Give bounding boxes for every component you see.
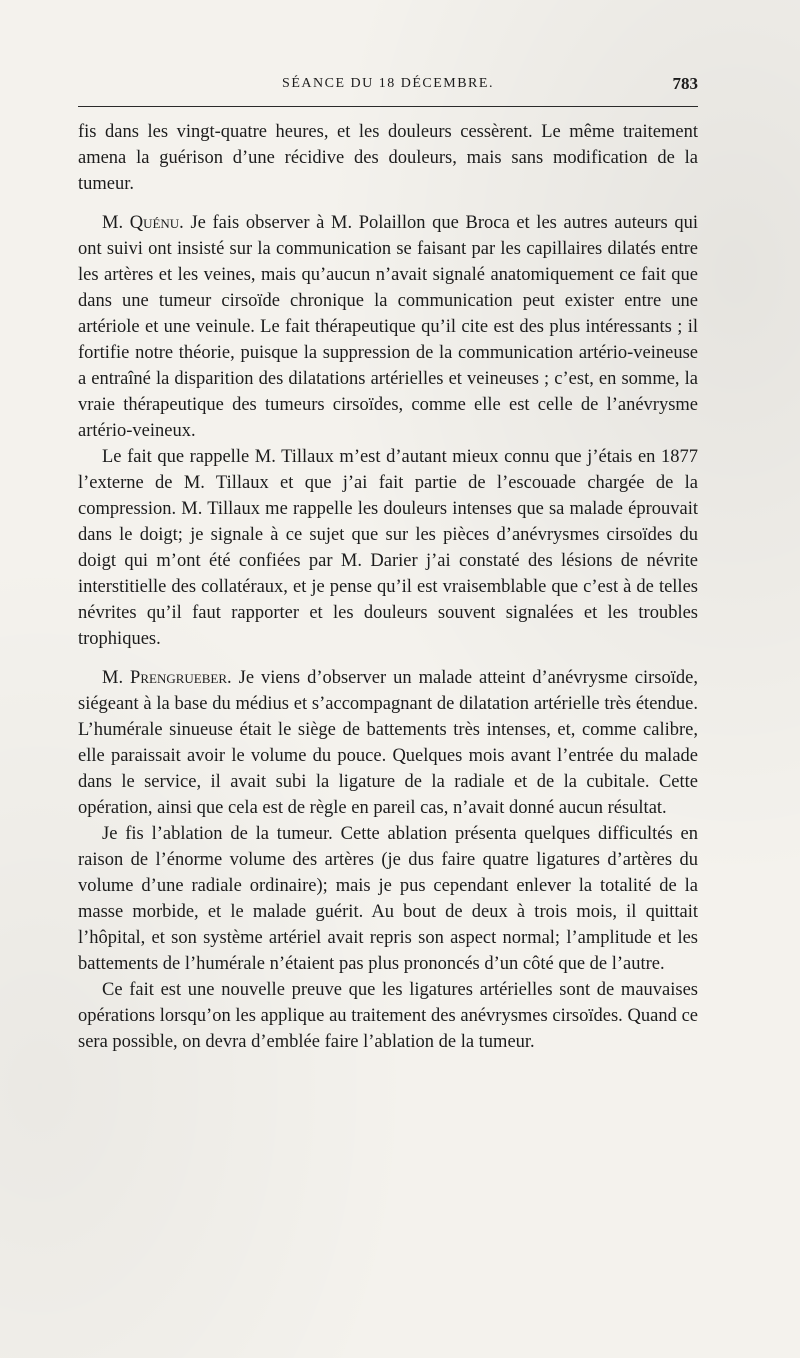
paragraph-2 <box>78 210 698 444</box>
paragraph-6-text: Ce fait est une nouvelle preuve que les ligatures artérielles sont de mauvaises opérations lorsqu’on les applique au traitement des anévrysmes cirsoïdes. Quand ce sera possible, on devra d’emblée faire l’ablation de la tumeur. <box>78 980 698 1052</box>
paragraph-5-text: Je fis l’ablation de la tumeur. Cette ablation présenta quelques difficultés en raison de l’énorme volume des artères (je dus faire quatre ligatures d’artères du volume d’une radiale ordinaire); mais je pus cependant enlever la totalité de la masse morbide, et le malade guérit. Au bout de deux à trois mois, il quittait l’hôpital, et son système artériel avait repris son aspect normal; l’amplitude et les battements de l’humérale n’étaient pas plus prononcés d’un côté que de l’autre. <box>78 824 698 974</box>
paragraph-1-text: fis dans les vingt-quatre heures, et les douleurs cessèrent. Le même traitement amena la guérison d’une récidive des douleurs, mais sans modification de la tumeur. <box>78 122 698 194</box>
paragraph-3-text: Le fait que rappelle M. Tillaux m’est d’autant mieux connu que j’étais en 1877 l’externe de M. Tillaux et que j’ai fait partie de l’escouade chargée de la compression. M. Tillaux me rappelle les douleurs intenses que sa malade éprouvait dans le doigt; je signale à ce sujet que sur les pièces d’anévrysmes cirsoïdes du doigt qui m’ont été confiées par M. Darier j’ai constaté des lésions de névrite interstitielle des collatéraux, et je pense qu’il est vraisemblable que c’est à de telles névrites qu’il faut rapporter et les douleurs souvent signalées et les troubles trophiques. <box>78 447 698 649</box>
paragraph-3 <box>78 444 698 652</box>
paragraph-1 <box>78 119 698 197</box>
header-rule <box>78 106 698 107</box>
page-number: 783 <box>672 74 698 93</box>
paragraph-5 <box>78 821 698 977</box>
body-text <box>78 119 698 1055</box>
paragraph-4-text: Je viens d’observer un malade atteint d’anévrysme cirsoïde, siégeant à la base du médius et s’accompagnant de dilatation artérielle très étendue. L’humérale sinueuse était le siège de battements très intenses, et, comme calibre, elle paraissait avoir le volume du pouce. Quelques mois avant l’entrée du malade dans le service, il avait subi la ligature de la radiale et de la cubitale. Cette opération, ainsi que cela est de règle en pareil cas, n’avait donné aucun résultat. <box>78 668 698 818</box>
paragraph-6 <box>78 977 698 1055</box>
speaker-prengrueber: M. Prengrueber. <box>102 668 232 688</box>
speaker-quenu: M. Quénu. <box>102 213 184 233</box>
paragraph-4 <box>78 665 698 821</box>
running-title: SÉANCE DU 18 DÉCEMBRE. <box>282 76 494 91</box>
page-header <box>78 74 698 98</box>
paragraph-2-text: Je fais observer à M. Polaillon que Broca et les autres auteurs qui ont suivi ont insisté sur la communication se faisant par les capillaires dilatés entre les artères et les veines, mais qu’aucun n’avait signalé anatomiquement ce fait que dans une tumeur cirsoïde chronique la communication peut exister entre une artériole et une veinule. Le fait thérapeutique qu’il cite est des plus intéressants ; il fortifie notre théorie, puisque la suppression de la communication artério-veineuse a entraîné la disparition des dilatations artérielles et veineuses ; c’est, en somme, la vraie thérapeutique des tumeurs cirsoïdes, comme elle est celle de l’anévrysme artério-veineux. <box>78 213 698 441</box>
